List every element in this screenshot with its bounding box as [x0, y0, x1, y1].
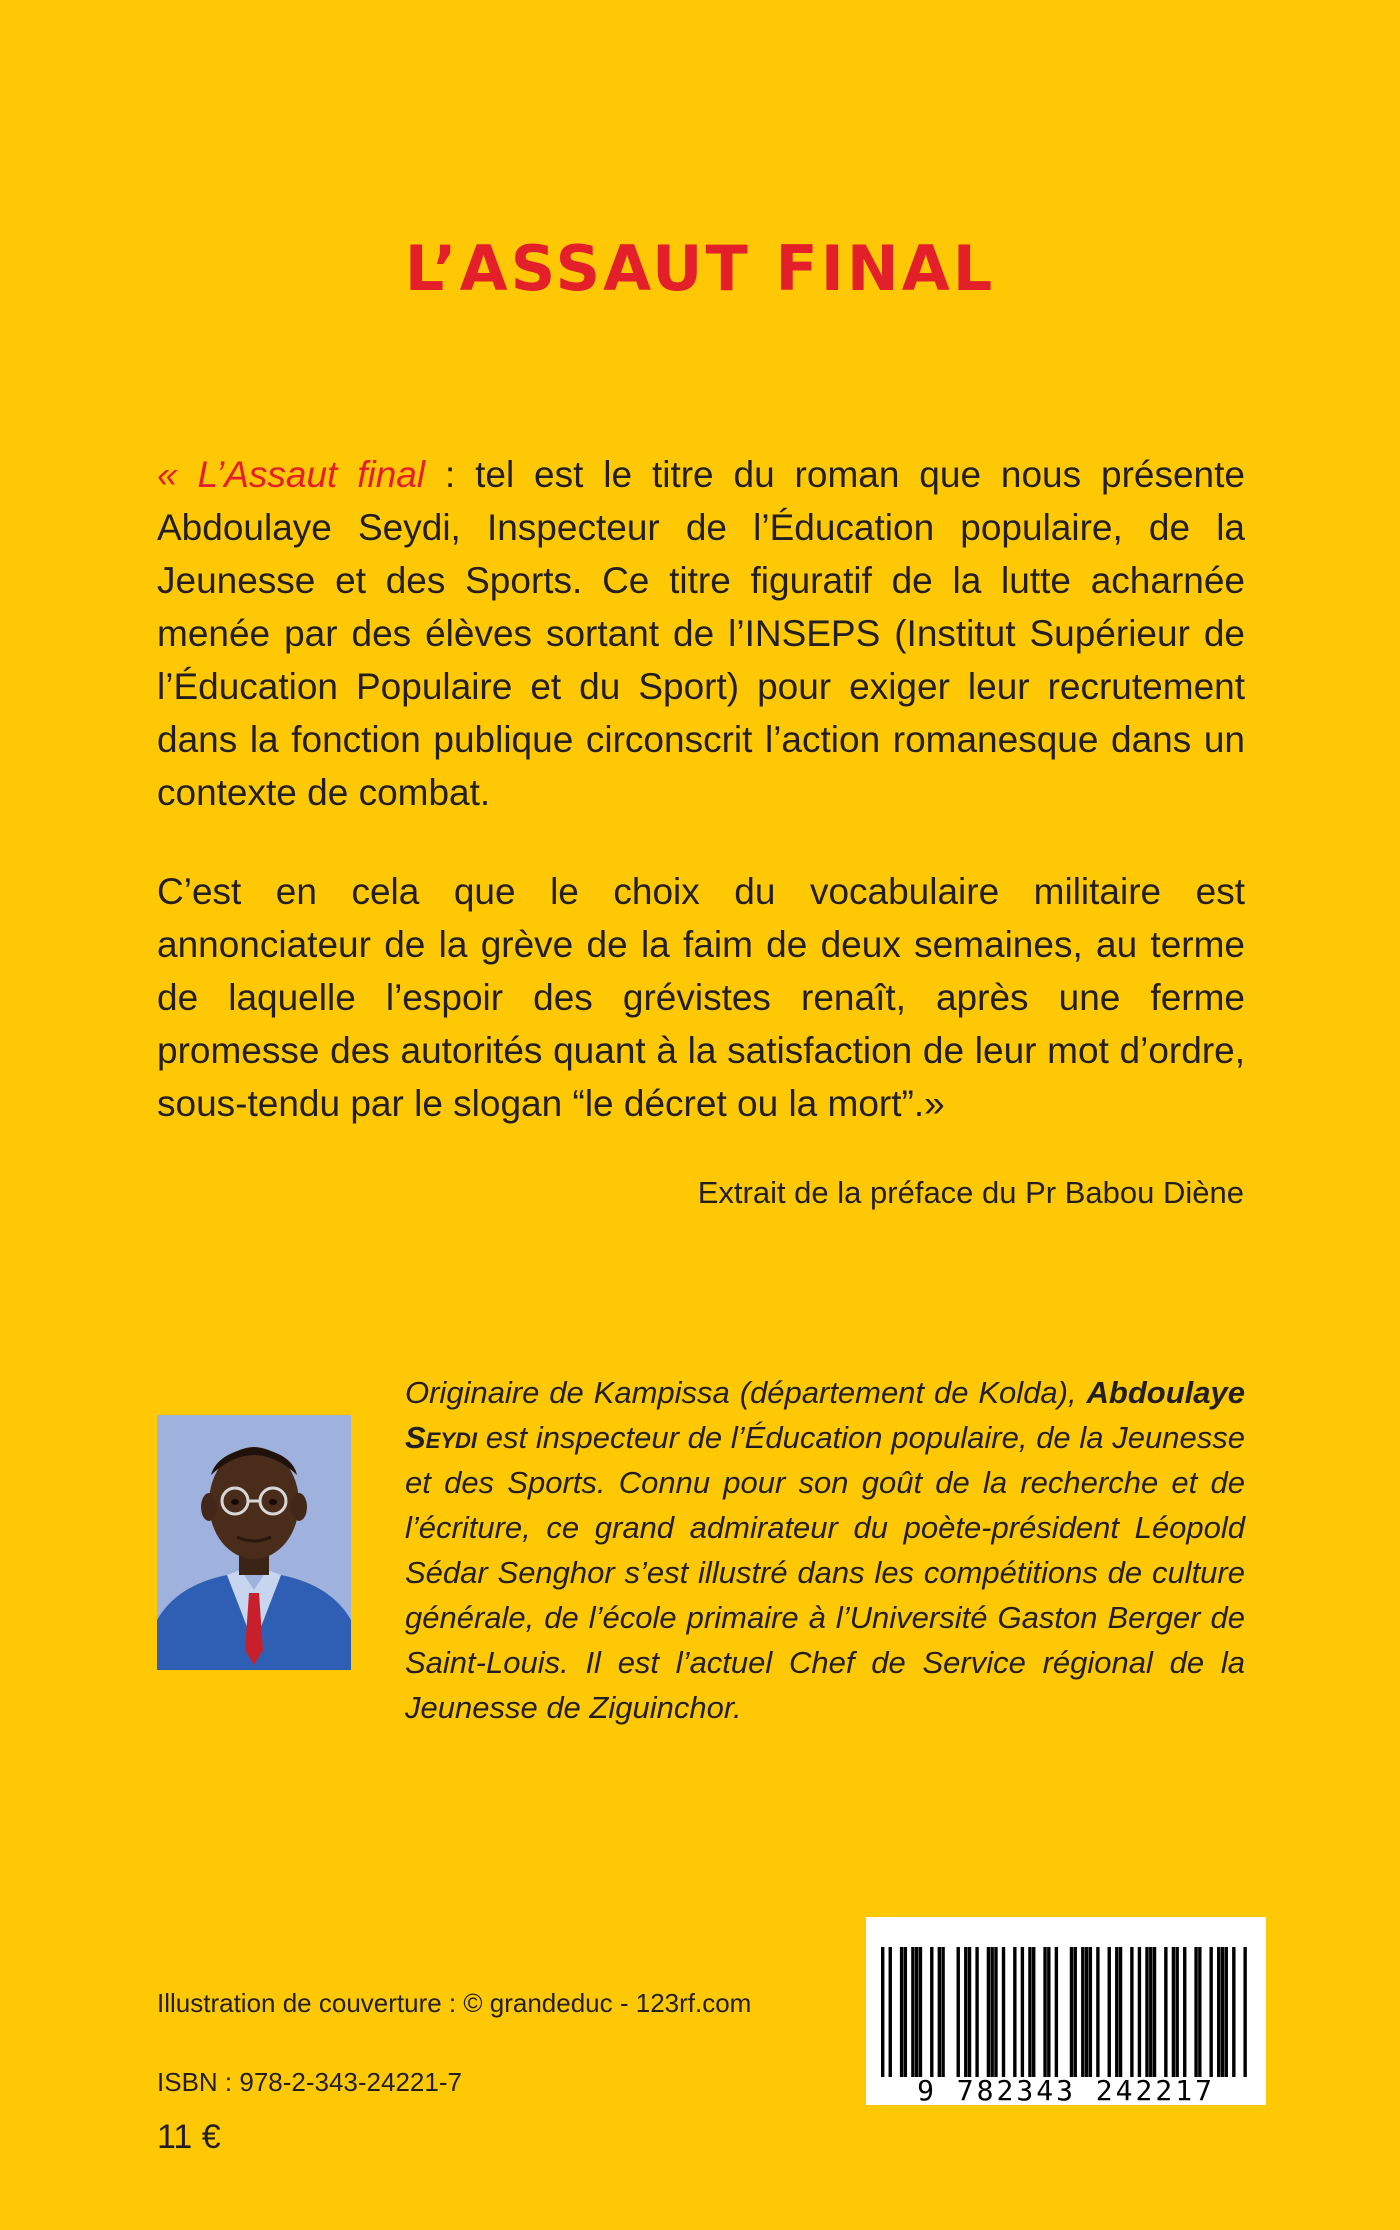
barcode-bar: [1172, 1947, 1175, 2087]
barcode-bar: [1070, 1947, 1073, 2087]
barcode-bar: [938, 1947, 941, 2087]
barcode-bar: [1217, 1947, 1220, 2087]
isbn: ISBN : 978-2-343-24221-7: [157, 2067, 462, 2097]
isbn-barcode: [866, 1917, 1266, 2105]
blurb-title-quote: « L’Assaut final: [157, 454, 426, 495]
barcode-bar: [990, 1947, 993, 2087]
barcode-bar: [1221, 1947, 1224, 2087]
barcode-bar: [1198, 1947, 1201, 2087]
barcode-bar: [1002, 1947, 1005, 2087]
barcode-bar: [1043, 1947, 1046, 2087]
barcode-digits: 9 782343 242217: [881, 2077, 1251, 2105]
author-first-name: Abdoulaye: [1086, 1375, 1245, 1410]
barcode-bar: [1081, 1947, 1084, 2087]
blurb-paragraph-1-text: : tel est le titre du roman que nous présente Abdoulaye Seydi, Inspecteur de l’Éducation populaire, de la Jeunesse et des Sports. Ce titre figuratif de la lutte acharnée menée par des élèves sortant de l’INSEPS (Institut Supérieur de l’Éducation Populaire et du Sport) pour exiger leur recrutement dans la fonction publique circonscrit l’action romanesque dans un contexte de combat.: [157, 454, 1245, 813]
barcode-bar: [1145, 1947, 1148, 2087]
barcode-bar: [1138, 1947, 1141, 2087]
cover-illustration-credit: Illustration de couverture : © grandeduc - 123rf.com: [157, 1988, 752, 2018]
barcode-bar: [1149, 1947, 1152, 2087]
book-title: L’ASSAUT FINAL: [404, 232, 996, 305]
barcode-bar: [964, 1947, 967, 2087]
barcode-bar: [1115, 1947, 1118, 2087]
author-bio-intro: Originaire de Kampissa (département de Kolda),: [405, 1375, 1087, 1410]
barcode-bar: [1153, 1947, 1156, 2087]
barcode-bar: [1021, 1947, 1024, 2087]
barcode-bar: [1130, 1947, 1133, 2087]
blurb-paragraph-2: C’est en cela que le choix du vocabulaire militaire est annonciateur de la grève de la faim de deux semaines, au terme de laquelle l’espoir des grévistes renaît, après une ferme promesse des autorités quant à la satisfaction de leur mot d’ordre, sous-tendu par le slogan “le décret ou la mort”.»: [157, 871, 1245, 1124]
barcode-bar: [1085, 1947, 1088, 2087]
price: 11 €: [157, 2118, 221, 2156]
barcode-bar: [1243, 1947, 1246, 2087]
barcode-bar: [1055, 1947, 1058, 2087]
barcode-bar: [941, 1947, 944, 2087]
barcode-bar: [994, 1947, 997, 2087]
barcode-bar: [1175, 1947, 1178, 2087]
barcode-bar: [919, 1947, 922, 2087]
barcode-bar: [881, 1947, 884, 2087]
preface-source: Extrait de la préface du Pr Babou Diène: [697, 1175, 1244, 1210]
barcode-bar: [1108, 1947, 1111, 2087]
barcode-bar: [1232, 1947, 1235, 2087]
barcode-bar: [987, 1947, 990, 2087]
author-bio: [405, 1370, 1245, 1730]
barcode-bar: [1183, 1947, 1186, 2087]
barcode-bar: [900, 1947, 903, 2087]
barcode-bar: [1164, 1947, 1167, 2087]
barcode-bar: [1032, 1947, 1035, 2087]
barcode-bar: [957, 1947, 960, 2087]
barcode-bar: [968, 1947, 971, 2087]
barcode-bar: [1013, 1947, 1016, 2087]
barcode-bar: [1089, 1947, 1092, 2087]
barcode-bar: [911, 1947, 914, 2087]
barcode-bars: [881, 1947, 1251, 2087]
barcode-bar: [1074, 1947, 1077, 2087]
barcode-bar: [904, 1947, 907, 2087]
author-last-name: Seydi: [405, 1420, 478, 1455]
blurb-paragraph-1: [157, 448, 1245, 819]
barcode-bar: [1209, 1947, 1212, 2087]
barcode-bar: [889, 1947, 892, 2087]
barcode-bar: [1028, 1947, 1031, 2087]
author-portrait-image: [157, 1415, 351, 1670]
barcode-bar: [915, 1947, 918, 2087]
barcode-bar: [1119, 1947, 1122, 2087]
barcode-bar: [930, 1947, 933, 2087]
barcode-bar: [1096, 1947, 1099, 2087]
author-bio-text: est inspecteur de l’Éducation populaire, de la Jeunesse et des Sports. Connu pour son goût de la recherche et de l’écriture, ce grand admirateur du poète-président Léopold Sédar Senghor s’est illustré dans les compétitions de culture générale, de l’école primaire à l’Université Gaston Berger de Saint-Louis. Il est l’actuel Chef de Service régional de la Jeunesse de Ziguinchor.: [405, 1420, 1245, 1725]
barcode-bar: [1047, 1947, 1050, 2087]
barcode-bar: [975, 1947, 978, 2087]
author-photo: [157, 1415, 351, 1670]
barcode-bar: [1194, 1947, 1197, 2087]
barcode-bar: [1225, 1947, 1228, 2087]
